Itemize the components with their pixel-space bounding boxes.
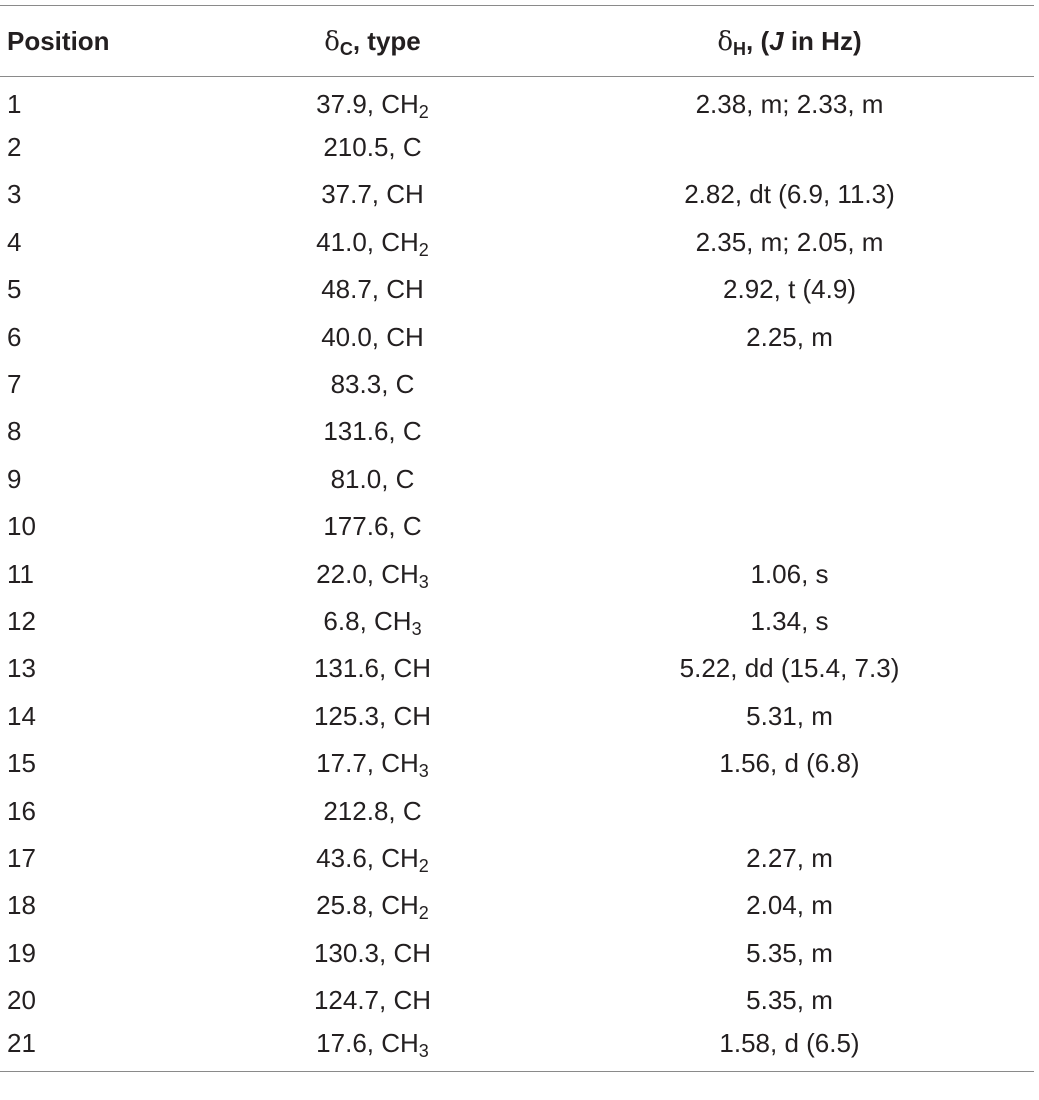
cell-carbon-shift	[200, 77, 545, 124]
table-row	[0, 503, 1034, 550]
hydrogen-count-subscript: 3	[418, 571, 429, 592]
carbon-type: C	[395, 369, 415, 400]
carbon-type: CH	[386, 321, 424, 352]
separator: ,	[381, 463, 396, 494]
table-row	[0, 219, 1034, 266]
separator: ,	[366, 558, 382, 589]
cell-position: 7	[7, 369, 22, 400]
table-row	[0, 598, 1034, 645]
separator: ,	[379, 985, 394, 1016]
cell-position: 15	[7, 748, 36, 779]
header-proton-j: J	[769, 25, 784, 56]
carbon-shift-value: 40.0	[321, 321, 372, 352]
separator: ,	[366, 1028, 382, 1059]
nmr-data-table	[0, 5, 1034, 1072]
cell-position: 8	[7, 416, 22, 447]
cell-carbon-shift	[200, 835, 545, 882]
carbon-shift-value: 212.8	[323, 795, 389, 826]
hydrogen-count-subscript: 2	[418, 101, 429, 122]
cell-carbon-shift	[200, 977, 545, 1024]
carbon-type: CH	[381, 890, 419, 921]
separator: ,	[388, 511, 403, 542]
carbon-type: CH	[381, 88, 419, 119]
table-row	[0, 408, 1034, 455]
cell-carbon-shift	[200, 740, 545, 787]
table-row	[0, 693, 1034, 740]
carbon-shift-value: 177.6	[323, 511, 389, 542]
header-position: Position	[0, 6, 200, 77]
cell-proton-shift: 1.56, d (6.8)	[719, 748, 860, 779]
hydrogen-count-subscript: 3	[411, 618, 422, 639]
carbon-shift-value: 25.8	[316, 890, 367, 921]
hydrogen-count-subscript: 3	[418, 1041, 429, 1062]
hydrogen-count-subscript: 2	[418, 855, 429, 876]
header-proton-subscript: H	[733, 38, 747, 59]
carbon-type: CH	[381, 558, 419, 589]
header-proton-open: , (	[746, 25, 770, 56]
cell-proton-shift	[545, 124, 1034, 171]
cell-carbon-shift	[200, 408, 545, 455]
carbon-type: CH	[374, 605, 412, 636]
carbon-type: C	[402, 416, 422, 447]
carbon-shift-value: 41.0	[316, 226, 367, 257]
cell-carbon-shift	[200, 124, 545, 171]
separator: ,	[371, 179, 387, 210]
table-row	[0, 1024, 1034, 1071]
cell-proton-shift	[545, 787, 1034, 834]
separator: ,	[359, 605, 375, 636]
carbon-shift-value: 17.6	[316, 1028, 367, 1059]
cell-proton-shift: 5.35, m	[746, 937, 833, 968]
carbon-type: CH	[381, 226, 419, 257]
carbon-type: C	[402, 132, 422, 163]
cell-position: 3	[7, 179, 22, 210]
separator: ,	[388, 416, 403, 447]
carbon-type: CH	[393, 985, 432, 1016]
table-row	[0, 171, 1034, 218]
header-proton-shift	[545, 6, 1034, 77]
carbon-shift-value: 37.9	[316, 88, 367, 119]
separator: ,	[366, 748, 382, 779]
carbon-type: CH	[381, 1028, 419, 1059]
table-row	[0, 313, 1034, 360]
carbon-shift-value: 37.7	[321, 179, 372, 210]
separator: ,	[388, 795, 403, 826]
carbon-shift-value: 22.0	[316, 558, 367, 589]
separator: ,	[366, 842, 382, 873]
cell-proton-shift: 2.82, dt (6.9, 11.3)	[684, 179, 895, 210]
table-row	[0, 456, 1034, 503]
carbon-shift-value: 131.6	[313, 653, 380, 684]
delta-symbol: δ	[717, 26, 734, 57]
cell-proton-shift	[545, 361, 1034, 408]
cell-proton-shift	[545, 503, 1034, 550]
carbon-shift-value: 81.0	[330, 463, 382, 494]
table-row	[0, 361, 1034, 408]
carbon-type: CH	[386, 274, 424, 305]
separator: ,	[366, 226, 382, 257]
cell-carbon-shift	[200, 930, 545, 977]
cell-position: 18	[7, 890, 36, 921]
table-row	[0, 124, 1034, 171]
header-carbon-rest: , type	[352, 25, 421, 56]
cell-proton-shift: 2.04, m	[746, 890, 833, 921]
carbon-shift-value: 48.7	[321, 274, 372, 305]
carbon-shift-value: 124.7	[313, 985, 380, 1016]
cell-proton-shift	[545, 456, 1034, 503]
cell-carbon-shift	[200, 266, 545, 313]
carbon-type: CH	[386, 179, 424, 210]
cell-position: 1	[7, 88, 22, 119]
cell-carbon-shift	[200, 361, 545, 408]
carbon-shift-value: 131.6	[323, 416, 389, 447]
cell-position: 12	[7, 605, 36, 636]
cell-carbon-shift	[200, 1024, 545, 1071]
carbon-type: CH	[381, 842, 419, 873]
separator: ,	[379, 700, 394, 731]
cell-proton-shift: 5.31, m	[746, 700, 833, 731]
carbon-type: CH	[393, 700, 432, 731]
cell-carbon-shift	[200, 171, 545, 218]
cell-position: 10	[7, 511, 36, 542]
table-header	[0, 6, 1034, 77]
cell-proton-shift: 2.25, m	[746, 321, 833, 352]
carbon-shift-value: 210.5	[323, 132, 389, 163]
cell-proton-shift: 1.06, s	[750, 558, 829, 589]
hydrogen-count-subscript: 2	[418, 903, 429, 924]
cell-proton-shift	[545, 408, 1034, 455]
carbon-type: C	[402, 795, 422, 826]
table-row	[0, 266, 1034, 313]
cell-position: 19	[7, 937, 36, 968]
carbon-type: C	[395, 463, 415, 494]
cell-position: 13	[7, 653, 36, 684]
header-row	[0, 6, 1034, 77]
carbon-type: CH	[393, 937, 432, 968]
separator: ,	[371, 274, 387, 305]
cell-position: 20	[7, 985, 36, 1016]
table-row	[0, 882, 1034, 929]
carbon-shift-value: 125.3	[313, 700, 380, 731]
cell-position: 4	[7, 226, 22, 257]
table-row	[0, 787, 1034, 834]
cell-position: 6	[7, 321, 22, 352]
cell-proton-shift: 5.35, m	[746, 985, 833, 1016]
cell-position: 21	[0, 1024, 200, 1071]
cell-proton-shift: 1.58, d (6.5)	[545, 1024, 1034, 1071]
separator: ,	[381, 369, 396, 400]
cell-position: 11	[7, 558, 34, 589]
carbon-shift-value: 43.6	[316, 842, 367, 873]
delta-symbol: δ	[324, 26, 340, 57]
cell-position: 16	[7, 795, 36, 826]
table-row	[0, 550, 1034, 597]
separator: ,	[366, 88, 382, 119]
header-carbon-subscript: C	[339, 38, 353, 59]
table-row	[0, 740, 1034, 787]
cell-position: 14	[7, 700, 36, 731]
carbon-shift-value: 83.3	[330, 369, 382, 400]
cell-proton-shift: 5.22, dd (15.4, 7.3)	[679, 653, 900, 684]
cell-carbon-shift	[200, 693, 545, 740]
separator: ,	[366, 890, 382, 921]
cell-carbon-shift	[200, 882, 545, 929]
table-body	[0, 77, 1034, 1072]
carbon-type: C	[402, 511, 422, 542]
cell-proton-shift: 2.38, m; 2.33, m	[695, 88, 884, 119]
cell-carbon-shift	[200, 598, 545, 645]
table-row	[0, 977, 1034, 1024]
cell-carbon-shift	[200, 550, 545, 597]
carbon-shift-value: 17.7	[316, 748, 367, 779]
cell-carbon-shift	[200, 503, 545, 550]
cell-position: 9	[7, 463, 22, 494]
hydrogen-count-subscript: 3	[418, 761, 429, 782]
cell-position: 5	[7, 274, 22, 305]
cell-proton-shift: 2.35, m; 2.05, m	[695, 226, 884, 257]
table-row	[0, 930, 1034, 977]
separator: ,	[379, 653, 394, 684]
cell-position: 17	[7, 842, 36, 873]
hydrogen-count-subscript: 2	[418, 239, 429, 260]
carbon-shift-value: 130.3	[313, 937, 380, 968]
carbon-type: CH	[393, 653, 432, 684]
cell-proton-shift: 2.92, t (4.9)	[723, 274, 856, 305]
cell-proton-shift: 1.34, s	[750, 605, 829, 636]
cell-carbon-shift	[200, 645, 545, 692]
cell-position: 2	[7, 132, 22, 163]
header-carbon-shift	[200, 6, 545, 77]
separator: ,	[388, 132, 403, 163]
header-proton-rest: in Hz)	[783, 25, 862, 56]
cell-carbon-shift	[200, 313, 545, 360]
cell-carbon-shift	[200, 456, 545, 503]
table-row	[0, 77, 1034, 124]
cell-proton-shift: 2.27, m	[746, 842, 833, 873]
table-row	[0, 645, 1034, 692]
table-row	[0, 835, 1034, 882]
cell-carbon-shift	[200, 219, 545, 266]
separator: ,	[379, 937, 394, 968]
separator: ,	[371, 321, 387, 352]
carbon-type: CH	[381, 748, 419, 779]
cell-carbon-shift	[200, 787, 545, 834]
carbon-shift-value: 6.8	[323, 605, 360, 636]
